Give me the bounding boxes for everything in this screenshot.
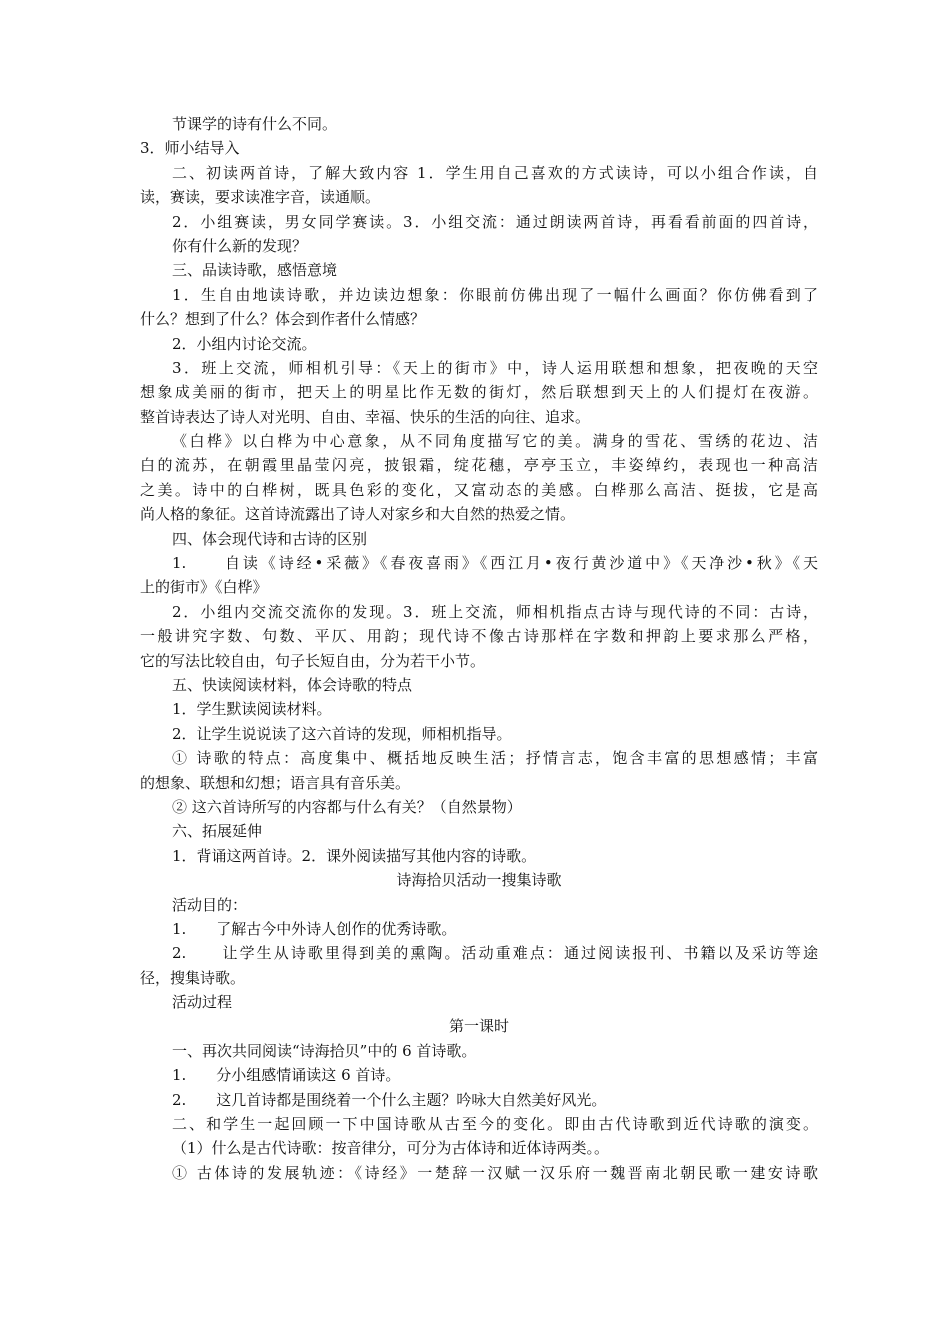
text-line: 什么？想到了什么？体会到作者什么情感？ (140, 310, 426, 329)
text-line: 1. 了解古今中外诗人创作的优秀诗歌。 (172, 919, 457, 938)
text-line: 1．学生默读阅读材料。 (172, 700, 332, 719)
text-line: 读，赛读，要求读准字音，读通顺。 (140, 188, 381, 207)
text-line: 2. 让学生从诗歌里得到美的熏陶。活动重难点：通过阅读报刊、书籍以及采访等途 (172, 944, 818, 963)
section-heading: 五、快读阅读材料，体会诗歌的特点 (172, 675, 413, 694)
text-line: 径，搜集诗歌。 (140, 968, 246, 987)
text-line: 2．小组内交流交流你的发现。3．班上交流，师相机指点古诗与现代诗的不同：古诗， (172, 602, 818, 621)
text-line: 3．班上交流，师相机引导：《天上的街市》中，诗人运用联想和想象，把夜晚的天空 (172, 358, 818, 377)
lesson-title: 第一课时 (448, 1017, 509, 1036)
text-line: 它的写法比较自由，句子长短自由，分为若干小节。 (140, 651, 486, 670)
activity-title: 诗海拾贝活动一搜集诗歌 (396, 871, 562, 890)
text-line: 1. 分小组感情诵读这 6 首诗。 (172, 1066, 401, 1085)
text-line: 1. 自读《诗经•采薇》《春夜喜雨》《西江月•夜行黄沙道中》《天净沙•秋》《天 (172, 554, 818, 573)
text-line: 上的街市》《白桦》 (140, 578, 268, 597)
document-page (140, 112, 818, 1185)
text-line: 3．师小结导入 (140, 139, 240, 158)
text-line: （1）什么是古代诗歌：按音律分，可分为古体诗和近体诗两类。。 (172, 1139, 610, 1158)
section-heading: 二、和学生一起回顾一下中国诗歌从古至今的变化。即由古代诗歌到近代诗歌的演变。 (172, 1115, 818, 1134)
text-line: 1．生自由地读诗歌，并边读边想象：你眼前仿佛出现了一幅什么画面？你仿佛看到了 (172, 285, 818, 304)
text-line: 2．让学生说说读了这六首诗的发现，师相机指导。 (172, 724, 512, 743)
text-line: 活动过程 (172, 993, 233, 1012)
text-line: 白的流苏，在朝霞里晶莹闪亮，披银霜，绽花穗，亭亭玉立，丰姿绰约，表现也一种高洁 (140, 456, 818, 475)
text-line: 2．小组内讨论交流。 (172, 334, 317, 353)
text-line: 尚人格的象征。这首诗流露出了诗人对家乡和大自然的热爱之情。 (140, 505, 576, 524)
text-line: 1．背诵这两首诗。2．课外阅读描写其他内容的诗歌。 (172, 846, 537, 865)
section-heading: 一、再次共同阅读“诗海拾贝”中的 6 首诗歌。 (172, 1041, 477, 1060)
text-line: 一般讲究字数、句数、平仄、用韵；现代诗不像古诗那样在字数和押韵上要求那么严格， (140, 627, 818, 646)
section-heading: 四、体会现代诗和古诗的区别 (172, 529, 368, 548)
text-line: 《白桦》以白桦为中心意象，从不同角度描写它的美。满身的雪花、雪绣的花边、洁 (172, 432, 818, 451)
text-line: 整首诗表达了诗人对光明、自由、幸福、快乐的生活的向往、追求。 (140, 407, 591, 426)
text-line: 活动目的： (172, 895, 248, 914)
text-line: 2. 这几首诗都是围绕着一个什么主题？吟咏大自然美好风光。 (172, 1090, 607, 1109)
text-line: 之美。诗中的白桦树，既具色彩的变化，又富动态的美感。白桦那么高洁、挺拔，它是高 (140, 480, 818, 499)
text-line: 节课学的诗有什么不同。 (172, 115, 338, 133)
text-line: ① 古体诗的发展轨迹：《诗经》一楚辞一汉赋一汉乐府一魏晋南北朝民歌一建安诗歌 (172, 1163, 818, 1182)
text-line: 二、初读两首诗，了解大致内容 1．学生用自己喜欢的方式读诗，可以小组合作读，自 (172, 163, 818, 182)
section-heading: 三、品读诗歌，感悟意境 (172, 261, 338, 280)
text-line: 的想象、联想和幻想；语言具有音乐美。 (140, 773, 411, 792)
text-line: ② 这六首诗所写的内容都与什么有关？（自然景物） (172, 797, 522, 816)
text-line: 想象成美丽的街市，把天上的明星比作无数的街灯，然后联想到天上的人们提灯在夜游。 (140, 383, 818, 402)
text-line: 2．小组赛读，男女同学赛读。3．小组交流：通过朗读两首诗，再看看前面的四首诗， (172, 212, 818, 231)
text-line: ① 诗歌的特点：高度集中、概括地反映生活；抒情言志，饱含丰富的思想感情；丰富 (172, 749, 818, 768)
text-line: 你有什么新的发现？ (172, 236, 308, 255)
section-heading: 六、拓展延伸 (172, 822, 263, 841)
